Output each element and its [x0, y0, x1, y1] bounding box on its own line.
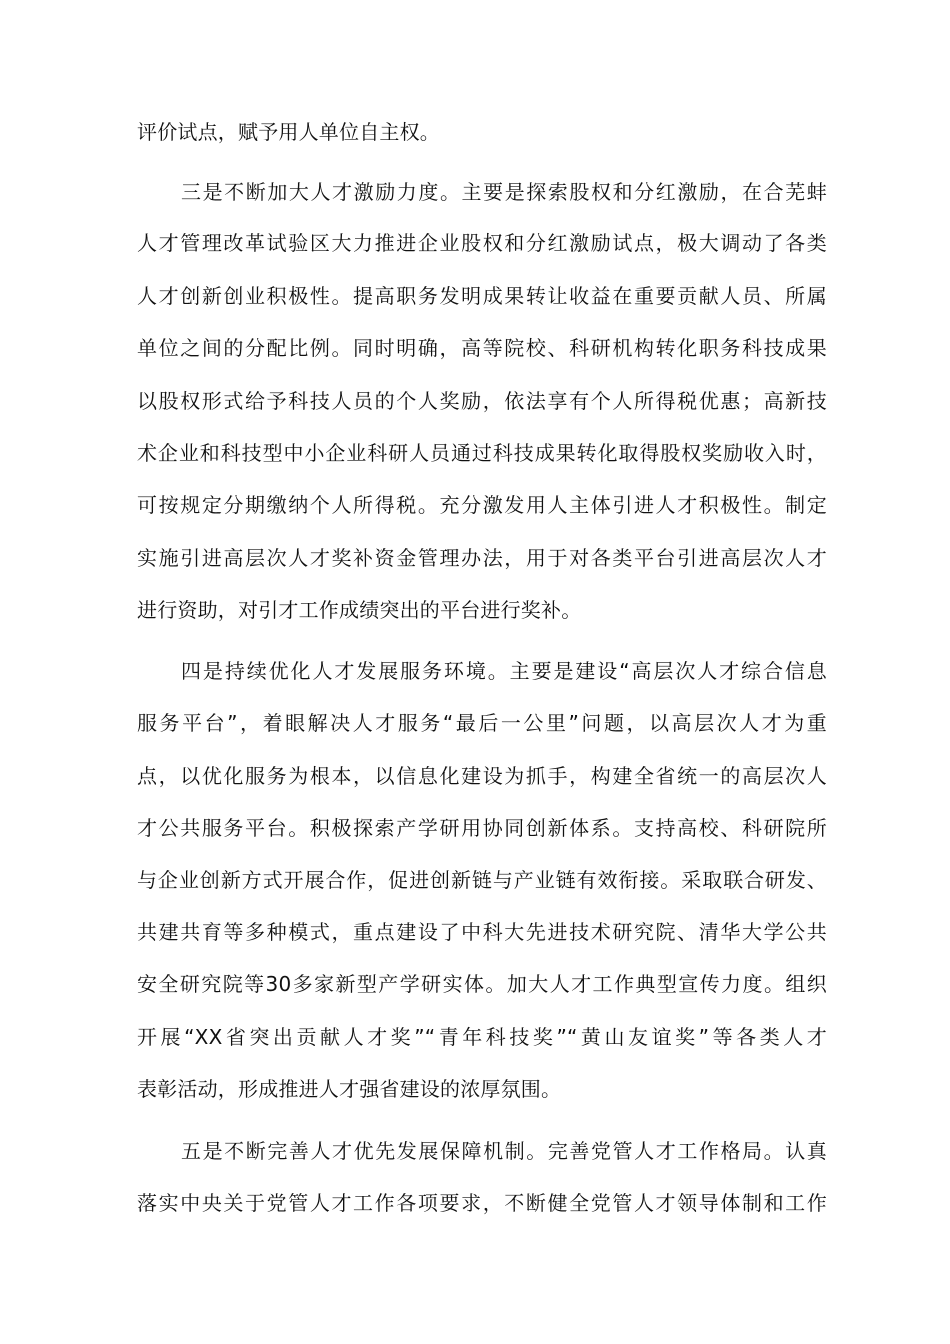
paragraph-5-start-line: 五是不断完善人才优先发展保障机制。完善党管人才工作格局。认真 — [181, 1139, 827, 1163]
text-line-16: 共建共育等多种模式，重点建设了中科大先进技术研究院、清华大学公共 — [137, 920, 827, 944]
paragraph-3-start-line: 三是不断加大人才激励力度。主要是探索股权和分红激励，在合芜蚌 — [181, 180, 827, 204]
text-line-15: 与企业创新方式开展合作，促进创新链与产业链有效衔接。采取联合研发、 — [137, 868, 827, 892]
text-line-1: 评价试点，赋予用人单位自主权。 — [137, 120, 440, 144]
text-line-5: 单位之间的分配比例。同时明确，高等院校、科研机构转化职务科技成果 — [137, 336, 827, 360]
text-line-21: 落实中央关于党管人才工作各项要求，不断健全党管人才领导体制和工作 — [137, 1191, 827, 1215]
text-line-18: 开展“XX省突出贡献人才奖”“青年科技奖”“黄山友谊奖”等各类人才 — [137, 1025, 827, 1049]
text-line-12: 服务平台”，着眼解决人才服务“最后一公里”问题，以高层次人才为重 — [137, 711, 827, 735]
text-line-17: 安全研究院等30多家新型产学研实体。加大人才工作典型宣传力度。组织 — [137, 972, 827, 996]
text-line-14: 才公共服务平台。积极探索产学研用协同创新体系。支持高校、科研院所 — [137, 816, 827, 840]
text-line-3: 人才管理改革试验区大力推进企业股权和分红激励试点，极大调动了各类 — [137, 231, 827, 255]
text-line-7: 术企业和科技型中小企业科研人员通过科技成果转化取得股权奖励收入时， — [137, 441, 827, 465]
text-line-4: 人才创新创业积极性。提高职务发明成果转让收益在重要贡献人员、所属 — [137, 284, 827, 308]
text-line-13: 点，以优化服务为根本，以信息化建设为抓手，构建全省统一的高层次人 — [137, 764, 827, 788]
paragraph-4-start-line: 四是持续优化人才发展服务环境。主要是建设“高层次人才综合信息 — [181, 659, 827, 683]
text-line-6: 以股权形式给予科技人员的个人奖励，依法享有个人所得税优惠；高新技 — [137, 389, 827, 413]
text-line-10: 进行资助，对引才工作成绩突出的平台进行奖补。 — [137, 598, 582, 622]
text-line-9: 实施引进高层次人才奖补资金管理办法，用于对各类平台引进高层次人才 — [137, 546, 827, 570]
text-line-19: 表彰活动，形成推进人才强省建设的浓厚氛围。 — [137, 1077, 562, 1101]
text-line-8: 可按规定分期缴纳个人所得税。充分激发用人主体引进人才积极性。制定 — [137, 493, 827, 517]
